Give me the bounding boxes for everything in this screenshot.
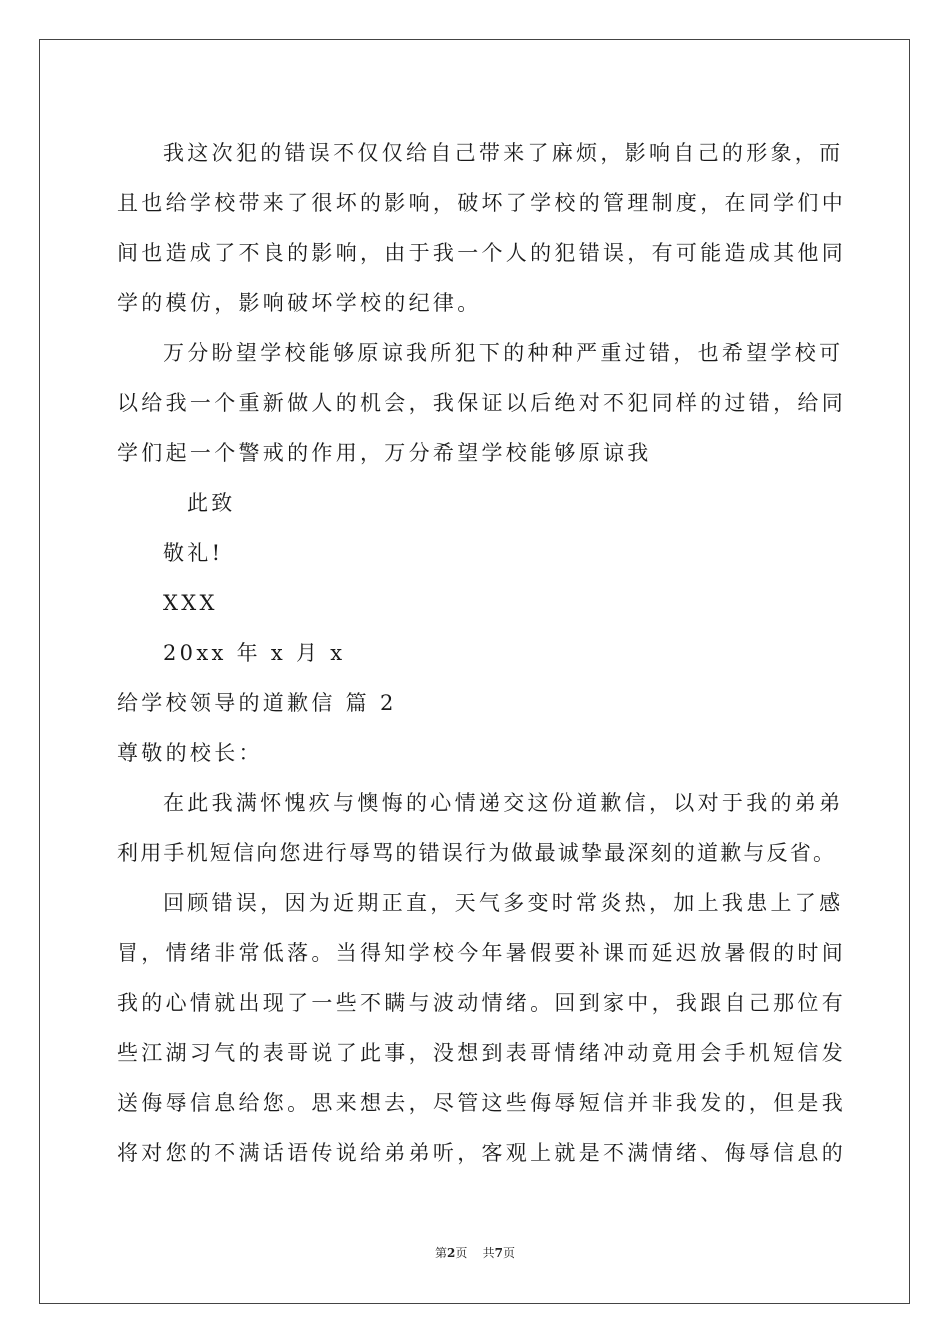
footer-prefix: 第 [434, 1246, 447, 1260]
paragraph-line: 以给我一个重新做人的机会，我保证以后绝对不犯同样的过错，给同 [117, 391, 846, 415]
paragraph-line: 利用手机短信向您进行辱骂的错误行为做最诚挚最深刻的道歉与反省。 [117, 841, 837, 865]
paragraph-line: 学们起一个警戒的作用，万分希望学校能够原谅我 [117, 441, 652, 465]
paragraph-line: 我这次犯的错误不仅仅给自己带来了麻烦，影响自己的形象，而 [163, 141, 844, 165]
paragraph-line: 万分盼望学校能够原谅我所犯下的种种严重过错，也希望学校可 [163, 341, 844, 365]
greeting: 尊敬的校长： [117, 741, 263, 765]
footer-suffix: 页 [502, 1246, 515, 1260]
footer-mid: 页 共 [455, 1246, 495, 1260]
closing-salutation: 此致 [187, 491, 236, 515]
paragraph-line: 我的心情就出现了一些不瞒与波动情绪。回到家中，我跟自己那位有 [117, 991, 846, 1015]
paragraph-line: 且也给学校带来了很坏的影响，破坏了学校的管理制度，在同学们中 [117, 191, 846, 215]
paragraph-line: 学的模仿，影响破坏学校的纪律。 [117, 291, 482, 315]
paragraph-line: 送侮辱信息给您。思来想去，尽管这些侮辱短信并非我发的，但是我 [117, 1091, 846, 1115]
signature-date: 20xx 年 x 月 x [163, 641, 346, 665]
paragraph-line: 些江湖习气的表哥说了此事，没想到表哥情绪冲动竟用会手机短信发 [117, 1041, 846, 1065]
paragraph-line: 在此我满怀愧疚与懊悔的心情递交这份道歉信，以对于我的弟弟 [163, 791, 844, 815]
paragraph-line: 将对您的不满话语传说给弟弟听，客观上就是不满情绪、侮辱信息的 [117, 1141, 846, 1165]
page-number-footer [0, 1244, 950, 1261]
paragraph-line: 回顾错误，因为近期正直，天气多变时常炎热，加上我患上了感 [163, 891, 844, 915]
paragraph-line: 冒，情绪非常低落。当得知学校今年暑假要补课而延迟放暑假的时间 [117, 941, 846, 965]
closing-regards: 敬礼! [163, 541, 224, 565]
current-page-number: 2 [447, 1246, 456, 1260]
signature-name: XXX [163, 591, 218, 615]
total-page-number: 7 [494, 1246, 503, 1260]
paragraph-line: 间也造成了不良的影响，由于我一个人的犯错误，有可能造成其他同 [117, 241, 846, 265]
section-heading: 给学校领导的道歉信 篇 2 [117, 691, 397, 715]
